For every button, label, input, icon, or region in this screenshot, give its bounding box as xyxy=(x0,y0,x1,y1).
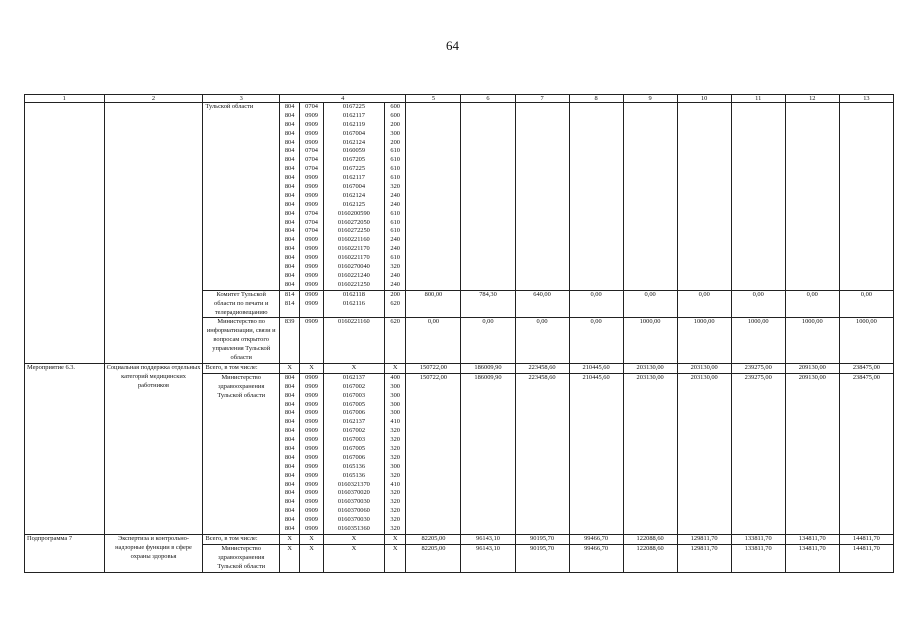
code-line: 804 xyxy=(284,254,295,262)
header-cell: 13 xyxy=(839,95,893,103)
code-line: 804 xyxy=(284,174,295,182)
org-cell: Министерство здравоохранения Тульской области xyxy=(203,373,279,534)
code-line: 240 xyxy=(390,271,400,279)
code-line: 400 xyxy=(390,373,400,381)
code-cell: 0909 xyxy=(300,318,323,364)
code-line: 804 xyxy=(284,409,295,417)
value-cell: 1000,00 xyxy=(731,318,785,364)
code-line: 804 xyxy=(284,271,295,279)
header-cell: 7 xyxy=(515,95,569,103)
code-line: 0704 xyxy=(305,209,318,217)
value-cell xyxy=(515,103,569,291)
code-line: 0909 xyxy=(305,174,318,182)
code-line: 0165136 xyxy=(342,471,366,479)
code-column xyxy=(384,290,405,318)
code-line: 0160221160 xyxy=(338,236,370,244)
code-line: 0167005 xyxy=(342,444,366,452)
code-line: 0909 xyxy=(305,290,318,298)
code-line: 0909 xyxy=(305,498,318,506)
code-line: 0909 xyxy=(305,245,318,253)
x-cell: Х xyxy=(300,363,323,373)
value-cell: 0,00 xyxy=(406,318,461,364)
value-cell: 129811,70 xyxy=(677,534,731,544)
budget-table xyxy=(24,94,894,573)
code-line: 0160221170 xyxy=(338,254,370,262)
value-cell: 1000,00 xyxy=(677,318,731,364)
code-line: 0167006 xyxy=(342,409,366,417)
code-line: 804 xyxy=(284,138,295,146)
code-line: 0162124 xyxy=(342,191,366,199)
value-cell: 99466,70 xyxy=(569,544,623,572)
header-cell: 12 xyxy=(785,95,839,103)
code-line: 610 xyxy=(390,156,400,164)
code-cell: 839 xyxy=(279,318,299,364)
code-line: 804 xyxy=(284,400,295,408)
header-cell: 9 xyxy=(623,95,677,103)
code-line: 320 xyxy=(390,471,400,479)
code-line: 200 xyxy=(390,290,400,298)
code-column xyxy=(279,290,299,318)
code-line: 0160221250 xyxy=(337,280,370,288)
code-line: 0167225 xyxy=(342,103,366,110)
code-line: 300 xyxy=(390,462,400,470)
code-line: 620 xyxy=(390,299,400,307)
header-cell: 3 xyxy=(203,95,279,103)
code-line: 0167002 xyxy=(342,427,366,435)
code-line: 610 xyxy=(390,165,400,173)
col2-cell: Экспертиза и контрольно-надзорные функции в сфере охраны здоровья xyxy=(104,534,203,572)
code-line: 300 xyxy=(390,391,400,399)
code-line: 0909 xyxy=(305,120,318,128)
code-line: 804 xyxy=(284,191,295,199)
code-line: 320 xyxy=(390,453,400,461)
code-line: 0909 xyxy=(305,299,318,307)
value-cell: 1000,00 xyxy=(785,318,839,364)
code-line: 0162119 xyxy=(342,120,365,128)
code-line: 200 xyxy=(390,138,400,146)
org-cell: Министерство по информатизации, связи и вопросам открытого управления Тульской области xyxy=(203,318,279,364)
value-cell: 209130,00 xyxy=(785,363,839,373)
code-line: 804 xyxy=(284,263,295,271)
code-line: 0160370060 xyxy=(337,507,370,515)
value-cell xyxy=(406,103,461,291)
code-line: 240 xyxy=(390,191,400,199)
code-column xyxy=(384,103,405,291)
code-line: 0909 xyxy=(305,400,318,408)
code-line: 804 xyxy=(284,498,295,506)
value-cell: 144811,70 xyxy=(839,544,893,572)
x-cell: Х xyxy=(323,534,384,544)
org-cell: Тульской области xyxy=(203,103,279,291)
value-cell: 238475,00 xyxy=(839,363,893,373)
code-line: 320 xyxy=(390,427,400,435)
code-line: 300 xyxy=(390,129,400,137)
code-line: 0160270040 xyxy=(337,263,370,271)
value-cell: 209130,00 xyxy=(785,373,839,534)
code-line: 804 xyxy=(284,280,295,288)
code-line: 0909 xyxy=(305,471,318,479)
total-label: Всего, в том числе: xyxy=(203,534,279,544)
x-cell: Х xyxy=(300,534,323,544)
code-line: 240 xyxy=(390,236,400,244)
value-cell: 129811,70 xyxy=(677,544,731,572)
col1-cell xyxy=(25,103,105,364)
code-line: 600 xyxy=(390,103,400,110)
code-cell: 620 xyxy=(384,318,405,364)
code-line: 804 xyxy=(284,200,295,208)
x-cell: Х xyxy=(323,544,384,572)
code-line: 814 xyxy=(284,290,295,298)
code-line: 0909 xyxy=(305,191,318,199)
value-cell: 186009,90 xyxy=(461,363,515,373)
total-label: Всего, в том числе: xyxy=(203,363,279,373)
value-cell: 640,00 xyxy=(515,290,569,318)
code-line: 0909 xyxy=(305,453,318,461)
code-line: 0909 xyxy=(305,271,318,279)
value-cell: 150722,00 xyxy=(406,363,461,373)
value-cell xyxy=(677,103,731,291)
code-line: 0160370030 xyxy=(337,498,370,506)
code-line: 804 xyxy=(284,507,295,515)
code-line: 804 xyxy=(284,218,295,226)
code-line: 814 xyxy=(284,299,295,307)
code-line: 804 xyxy=(284,236,295,244)
code-line: 804 xyxy=(284,480,295,488)
page-number: 64 xyxy=(446,38,459,53)
code-line: 804 xyxy=(284,382,295,390)
code-line: 0167004 xyxy=(342,129,366,137)
header-cell: 5 xyxy=(406,95,461,103)
header-cell: 11 xyxy=(731,95,785,103)
header-cell: 1 xyxy=(25,95,105,103)
code-line: 320 xyxy=(390,498,400,506)
code-line: 0162116 xyxy=(342,299,365,307)
value-cell: 186009,90 xyxy=(461,373,515,534)
code-line: 320 xyxy=(390,263,400,271)
value-cell: 82205,00 xyxy=(406,534,461,544)
code-line: 804 xyxy=(284,373,295,381)
code-column xyxy=(300,290,323,318)
code-line: 0909 xyxy=(305,236,318,244)
code-line: 804 xyxy=(284,453,295,461)
code-column xyxy=(323,373,384,534)
code-line: 0909 xyxy=(305,391,318,399)
code-line: 410 xyxy=(390,480,400,488)
x-cell: Х xyxy=(300,544,323,572)
value-cell: 90195,70 xyxy=(515,544,569,572)
value-cell: 96143,10 xyxy=(461,534,515,544)
code-line: 0909 xyxy=(305,489,318,497)
x-cell: Х xyxy=(279,534,299,544)
code-line: 804 xyxy=(284,489,295,497)
value-cell xyxy=(839,103,893,291)
x-cell: Х xyxy=(384,544,405,572)
code-line: 804 xyxy=(284,444,295,452)
value-cell: 0,00 xyxy=(839,290,893,318)
code-line: 0160351360 xyxy=(337,525,370,532)
code-line: 0160272250 xyxy=(337,227,370,235)
value-cell: 122088,60 xyxy=(623,544,677,572)
code-line: 804 xyxy=(284,427,295,435)
code-line: 0909 xyxy=(305,129,318,137)
value-cell: 239275,00 xyxy=(731,373,785,534)
col1-cell: Мероприятие 6.3. xyxy=(25,363,105,534)
code-line: 320 xyxy=(390,507,400,515)
value-cell: 0,00 xyxy=(677,290,731,318)
code-line: 0165136 xyxy=(342,462,366,470)
value-cell: 150722,00 xyxy=(406,373,461,534)
code-column xyxy=(323,290,384,318)
code-line: 0160272050 xyxy=(337,218,370,226)
value-cell: 133811,70 xyxy=(731,534,785,544)
code-line: 804 xyxy=(284,103,295,110)
code-line: 300 xyxy=(390,400,400,408)
value-cell: 99466,70 xyxy=(569,534,623,544)
code-column xyxy=(279,373,299,534)
code-line: 0909 xyxy=(305,183,318,191)
code-cell: 0160221160 xyxy=(323,318,384,364)
code-line: 0909 xyxy=(305,444,318,452)
code-line: 804 xyxy=(284,209,295,217)
code-line: 0704 xyxy=(305,103,318,110)
header-cell: 2 xyxy=(104,95,203,103)
value-cell: 1000,00 xyxy=(839,318,893,364)
x-cell: Х xyxy=(384,363,405,373)
value-cell: 0,00 xyxy=(623,290,677,318)
value-cell: 134811,70 xyxy=(785,544,839,572)
value-cell: 82205,00 xyxy=(406,544,461,572)
code-line: 804 xyxy=(284,391,295,399)
code-line: 0160221170 xyxy=(338,245,370,253)
org-cell: Министерство здравоохранения Тульской области xyxy=(203,544,279,572)
code-line: 0909 xyxy=(305,418,318,426)
code-line: 0167004 xyxy=(342,183,366,191)
code-line: 0167003 xyxy=(342,436,366,444)
code-line: 0162125 xyxy=(342,200,366,208)
value-cell: 144811,70 xyxy=(839,534,893,544)
code-line: 600 xyxy=(390,111,400,119)
value-cell: 223458,60 xyxy=(515,363,569,373)
code-line: 804 xyxy=(284,471,295,479)
code-line: 0167006 xyxy=(342,453,366,461)
header-cell: 10 xyxy=(677,95,731,103)
code-line: 804 xyxy=(284,436,295,444)
value-cell: 0,00 xyxy=(785,290,839,318)
code-line: 0909 xyxy=(305,382,318,390)
code-column xyxy=(300,373,323,534)
code-line: 320 xyxy=(390,525,400,532)
code-line: 610 xyxy=(390,209,400,217)
code-line: 0167002 xyxy=(342,382,366,390)
value-cell: 134811,70 xyxy=(785,534,839,544)
code-line: 0160370020 xyxy=(337,489,370,497)
code-line: 804 xyxy=(284,462,295,470)
value-cell: 238475,00 xyxy=(839,373,893,534)
code-line: 0909 xyxy=(305,138,318,146)
code-line: 804 xyxy=(284,516,295,524)
value-cell: 0,00 xyxy=(569,290,623,318)
value-cell: 203130,00 xyxy=(623,373,677,534)
code-line: 410 xyxy=(390,418,400,426)
code-line: 0909 xyxy=(305,516,318,524)
code-line: 0160221240 xyxy=(337,271,370,279)
code-column xyxy=(300,103,323,291)
x-cell: Х xyxy=(279,544,299,572)
code-line: 0167005 xyxy=(342,400,366,408)
code-line: 804 xyxy=(284,147,295,155)
value-cell: 1000,00 xyxy=(623,318,677,364)
code-line: 0704 xyxy=(305,165,318,173)
col2-cell xyxy=(104,103,203,364)
code-line: 0704 xyxy=(305,156,318,164)
value-cell: 223458,60 xyxy=(515,373,569,534)
value-cell: 210445,60 xyxy=(569,373,623,534)
code-column xyxy=(323,103,384,291)
value-cell xyxy=(569,103,623,291)
code-line: 804 xyxy=(284,227,295,235)
code-line: 0162137 xyxy=(342,418,366,426)
value-cell: 800,00 xyxy=(406,290,461,318)
value-cell xyxy=(623,103,677,291)
code-line: 0704 xyxy=(305,147,318,155)
code-line: 804 xyxy=(284,245,295,253)
code-line: 804 xyxy=(284,120,295,128)
table-row xyxy=(25,363,894,373)
code-line: 804 xyxy=(284,165,295,173)
code-line: 610 xyxy=(390,227,400,235)
value-cell: 90195,70 xyxy=(515,534,569,544)
code-line: 804 xyxy=(284,183,295,191)
value-cell: 203130,00 xyxy=(623,363,677,373)
code-line: 0704 xyxy=(305,218,318,226)
code-line: 0160321370 xyxy=(337,480,370,488)
code-line: 300 xyxy=(390,382,400,390)
col2-cell: Социальная поддержка отдельных категорий медицинских работников xyxy=(104,363,203,534)
table-row xyxy=(25,103,894,291)
code-line: 0909 xyxy=(305,111,318,119)
value-cell: 0,00 xyxy=(569,318,623,364)
code-line: 0909 xyxy=(305,480,318,488)
code-line: 320 xyxy=(390,444,400,452)
code-line: 240 xyxy=(390,245,400,253)
code-line: 0909 xyxy=(305,525,318,532)
code-line: 0909 xyxy=(305,263,318,271)
code-line: 0167003 xyxy=(342,391,366,399)
value-cell: 122088,60 xyxy=(623,534,677,544)
code-line: 0167225 xyxy=(342,165,366,173)
header-cell: 4 xyxy=(279,95,405,103)
code-line: 0162124 xyxy=(342,138,366,146)
value-cell: 239275,00 xyxy=(731,363,785,373)
code-line: 0909 xyxy=(305,254,318,262)
code-line: 0909 xyxy=(305,373,318,381)
code-line: 320 xyxy=(390,516,400,524)
code-line: 320 xyxy=(390,489,400,497)
value-cell xyxy=(731,103,785,291)
value-cell: 0,00 xyxy=(515,318,569,364)
code-line: 804 xyxy=(284,418,295,426)
value-cell: 0,00 xyxy=(461,318,515,364)
code-line: 0704 xyxy=(305,227,318,235)
code-line: 300 xyxy=(390,409,400,417)
code-line: 0167205 xyxy=(342,156,366,164)
value-cell: 203130,00 xyxy=(677,373,731,534)
code-line: 240 xyxy=(390,280,400,288)
code-line: 610 xyxy=(390,147,400,155)
code-line: 804 xyxy=(284,525,295,532)
code-line: 804 xyxy=(284,129,295,137)
col1-cell: Подпрограмма 7 xyxy=(25,534,105,572)
header-cell: 8 xyxy=(569,95,623,103)
code-line: 610 xyxy=(390,218,400,226)
value-cell: 96143,10 xyxy=(461,544,515,572)
code-line: 0909 xyxy=(305,462,318,470)
code-line: 0160370030 xyxy=(337,516,370,524)
code-line: 0160059 xyxy=(342,147,366,155)
code-line: 610 xyxy=(390,174,400,182)
table-row xyxy=(25,534,894,544)
value-cell: 784,30 xyxy=(461,290,515,318)
code-line: 320 xyxy=(390,436,400,444)
code-line: 240 xyxy=(390,200,400,208)
header-cell: 6 xyxy=(461,95,515,103)
header-row xyxy=(25,95,894,103)
x-cell: Х xyxy=(323,363,384,373)
value-cell: 203130,00 xyxy=(677,363,731,373)
value-cell: 133811,70 xyxy=(731,544,785,572)
code-line: 0909 xyxy=(305,427,318,435)
code-line: 200 xyxy=(390,120,400,128)
x-cell: Х xyxy=(384,534,405,544)
code-line: 0162137 xyxy=(342,373,366,381)
value-cell: 210445,60 xyxy=(569,363,623,373)
code-column xyxy=(279,103,299,291)
code-line: 0162117 xyxy=(342,174,365,182)
code-line: 0162117 xyxy=(342,111,365,119)
code-line: 0909 xyxy=(305,200,318,208)
code-line: 0909 xyxy=(305,436,318,444)
code-line: 0909 xyxy=(305,280,318,288)
code-line: 0909 xyxy=(305,409,318,417)
code-line: 320 xyxy=(390,183,400,191)
code-line: 804 xyxy=(284,111,295,119)
org-cell: Комитет Тульской области по печати и телерадиовещанию xyxy=(203,290,279,318)
value-cell: 0,00 xyxy=(731,290,785,318)
code-line: 804 xyxy=(284,156,295,164)
code-line: 0160200590 xyxy=(337,209,370,217)
value-cell xyxy=(785,103,839,291)
value-cell xyxy=(461,103,515,291)
x-cell: Х xyxy=(279,363,299,373)
code-line: 610 xyxy=(390,254,400,262)
code-column xyxy=(384,373,405,534)
code-line: 0909 xyxy=(305,507,318,515)
code-line: 0162118 xyxy=(342,290,365,298)
